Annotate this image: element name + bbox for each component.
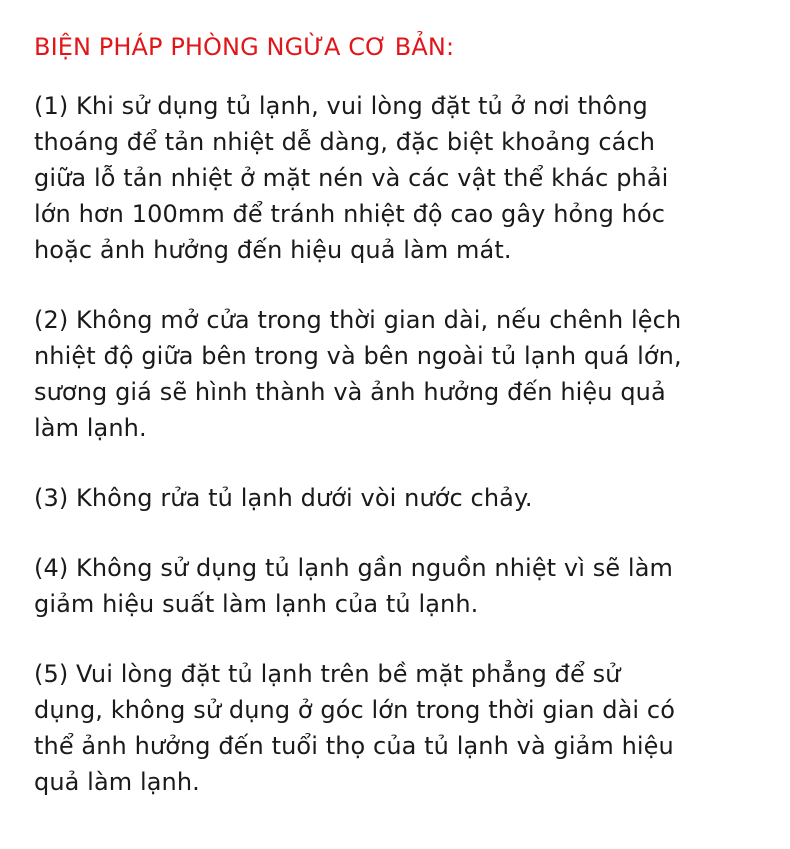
paragraph-line: (4) Không sử dụng tủ lạnh gần nguồn nhiệt vì sẽ làm (34, 554, 673, 582)
paragraph-line: hoặc ảnh hưởng đến hiệu quả làm mát. (34, 236, 512, 264)
paragraph-line: thoáng để tản nhiệt dễ dàng, đặc biệt khoảng cách (34, 128, 656, 156)
paragraph-line: lớn hơn 100mm để tránh nhiệt độ cao gây hỏng hóc (34, 200, 666, 228)
precaution-item-2 (34, 302, 774, 446)
paragraph-line: nhiệt độ giữa bên trong và bên ngoài tủ lạnh quá lớn, (34, 342, 682, 370)
paragraph-line: (5) Vui lòng đặt tủ lạnh trên bề mặt phẳng để sử (34, 660, 621, 688)
paragraph-spacer (34, 446, 774, 480)
paragraph-line: (3) Không rửa tủ lạnh dưới vòi nước chảy. (34, 484, 533, 512)
paragraph-line: quả làm lạnh. (34, 768, 200, 796)
precaution-item-4 (34, 550, 774, 622)
precaution-item-3 (34, 480, 774, 516)
paragraph-line: sương giá sẽ hình thành và ảnh hưởng đến hiệu quả (34, 378, 666, 406)
paragraph-spacer (34, 622, 774, 656)
paragraph-line: (1) Khi sử dụng tủ lạnh, vui lòng đặt tủ ở nơi thông (34, 92, 648, 120)
precaution-item-5 (34, 656, 774, 800)
paragraph-line: dụng, không sử dụng ở góc lớn trong thời gian dài có (34, 696, 676, 724)
paragraph-spacer (34, 516, 774, 550)
precautions-list (34, 88, 774, 800)
page-title: BIỆN PHÁP PHÒNG NGỪA CƠ BẢN: (34, 33, 455, 61)
paragraph-line: giữa lỗ tản nhiệt ở mặt nén và các vật thể khác phải (34, 164, 669, 192)
paragraph-spacer (34, 268, 774, 302)
precaution-item-1 (34, 88, 774, 268)
paragraph-line: giảm hiệu suất làm lạnh của tủ lạnh. (34, 590, 479, 618)
paragraph-line: (2) Không mở cửa trong thời gian dài, nếu chênh lệch (34, 306, 682, 334)
paragraph-line: thể ảnh hưởng đến tuổi thọ của tủ lạnh và giảm hiệu (34, 732, 674, 760)
paragraph-line: làm lạnh. (34, 414, 147, 442)
